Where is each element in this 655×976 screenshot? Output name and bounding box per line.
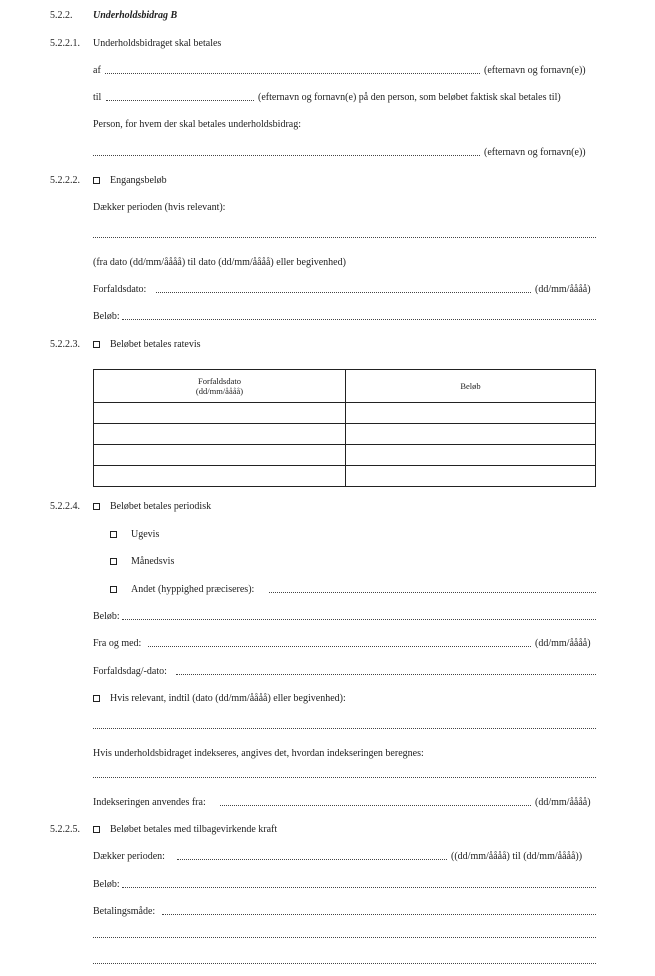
person-field[interactable] xyxy=(93,146,480,156)
af-suffix: (efternavn og fornavn(e)) xyxy=(484,65,586,76)
person-suffix: (efternavn og fornavn(e)) xyxy=(484,147,586,158)
indtil-label: Hvis relevant, indtil (dato (dd/mm/åååå) eller begivenhed): xyxy=(110,693,346,704)
section-number: 5.2.2.5. xyxy=(50,824,80,835)
indeks-fra-suffix: (dd/mm/åååå) xyxy=(535,797,591,808)
til-label: til xyxy=(93,92,102,103)
til-suffix: (efternavn og fornavn(e) på den person, som beløbet faktisk skal betales til) xyxy=(258,92,561,103)
periode-suffix: ((dd/mm/åååå) til (dd/mm/åååå)) xyxy=(451,851,583,862)
indtil-field[interactable] xyxy=(93,719,596,729)
table-cell[interactable] xyxy=(94,466,346,487)
beloeb-label: Beløb: xyxy=(93,611,120,622)
table-cell[interactable] xyxy=(94,445,346,466)
table-cell[interactable] xyxy=(94,424,346,445)
periodisk-checkbox[interactable] xyxy=(93,503,100,510)
table-cell[interactable] xyxy=(346,403,596,424)
til-field[interactable] xyxy=(106,91,254,101)
section-number: 5.2.2.3. xyxy=(50,339,80,350)
forfald-label: Forfaldsdato: xyxy=(93,284,147,295)
betaling-field-line3[interactable] xyxy=(93,954,596,964)
table-cell[interactable] xyxy=(346,445,596,466)
ratevis-checkbox[interactable] xyxy=(93,341,100,348)
betaling-field-line2[interactable] xyxy=(93,928,596,938)
andet-label: Andet (hyppighed præciseres): xyxy=(131,584,255,595)
af-field[interactable] xyxy=(105,64,480,74)
indeks-field[interactable] xyxy=(93,768,596,778)
table-cell[interactable] xyxy=(94,403,346,424)
periode-label: Dækker perioden (hvis relevant): xyxy=(93,202,226,213)
forfald-suffix: (dd/mm/åååå) xyxy=(535,284,591,295)
section-title: Underholdsbidraget skal betales xyxy=(93,38,222,49)
beloeb-field[interactable] xyxy=(122,310,596,320)
person-label: Person, for hvem der skal betales underholdsbidrag: xyxy=(93,119,302,130)
col-beloeb: Beløb xyxy=(346,370,596,403)
betaling-label: Betalingsmåde: xyxy=(93,906,156,917)
ugevis-label: Ugevis xyxy=(131,529,160,540)
andet-field[interactable] xyxy=(269,583,596,593)
beloeb-label: Beløb: xyxy=(93,879,120,890)
andet-checkbox[interactable] xyxy=(110,586,117,593)
fra-suffix: (dd/mm/åååå) xyxy=(535,638,591,649)
section-title: Underholdsbidrag B xyxy=(93,10,178,21)
tilbagevirkende-checkbox[interactable] xyxy=(93,826,100,833)
indtil-checkbox[interactable] xyxy=(93,695,100,702)
maanedsvis-label: Månedsvis xyxy=(131,556,175,567)
section-title: Beløbet betales ratevis xyxy=(110,339,201,350)
section-heading xyxy=(0,9,655,23)
af-label: af xyxy=(93,65,101,76)
beloeb-field[interactable] xyxy=(122,610,596,620)
maanedsvis-checkbox[interactable] xyxy=(110,558,117,565)
col-forfaldsdato: Forfaldsdato (dd/mm/åååå) xyxy=(94,370,346,403)
section-title: Beløbet betales periodisk xyxy=(110,501,212,512)
ugevis-checkbox[interactable] xyxy=(110,531,117,538)
rate-table xyxy=(93,369,596,487)
table-cell[interactable] xyxy=(346,424,596,445)
section-number: 5.2.2. xyxy=(50,10,73,21)
beloeb-label: Beløb: xyxy=(93,311,120,322)
fra-field[interactable] xyxy=(148,637,531,647)
section-number: 5.2.2.1. xyxy=(50,38,80,49)
forfald-field[interactable] xyxy=(156,283,531,293)
indeks-fra-label: Indekseringen anvendes fra: xyxy=(93,797,206,808)
beloeb-field[interactable] xyxy=(122,878,596,888)
indeks-label: Hvis underholdsbidraget indekseres, angives det, hvordan indekseringen beregnes: xyxy=(93,748,424,759)
section-number: 5.2.2.4. xyxy=(50,501,80,512)
section-title: Engangsbeløb xyxy=(110,175,167,186)
periode-field[interactable] xyxy=(177,850,447,860)
fra-dato-hint: (fra dato (dd/mm/åååå) til dato (dd/mm/åååå) eller begivenhed) xyxy=(93,257,346,268)
engangsbeloeb-checkbox[interactable] xyxy=(93,177,100,184)
periode-field[interactable] xyxy=(93,228,596,238)
section-number: 5.2.2.2. xyxy=(50,175,80,186)
forfaldsdag-field[interactable] xyxy=(176,665,596,675)
forfaldsdag-label: Forfaldsdag/-dato: xyxy=(93,666,167,677)
periode-label: Dækker perioden: xyxy=(93,851,165,862)
fra-label: Fra og med: xyxy=(93,638,142,649)
table-cell[interactable] xyxy=(346,466,596,487)
indeks-fra-field[interactable] xyxy=(220,796,531,806)
betaling-field[interactable] xyxy=(162,905,596,915)
section-title: Beløbet betales med tilbagevirkende kraft xyxy=(110,824,278,835)
